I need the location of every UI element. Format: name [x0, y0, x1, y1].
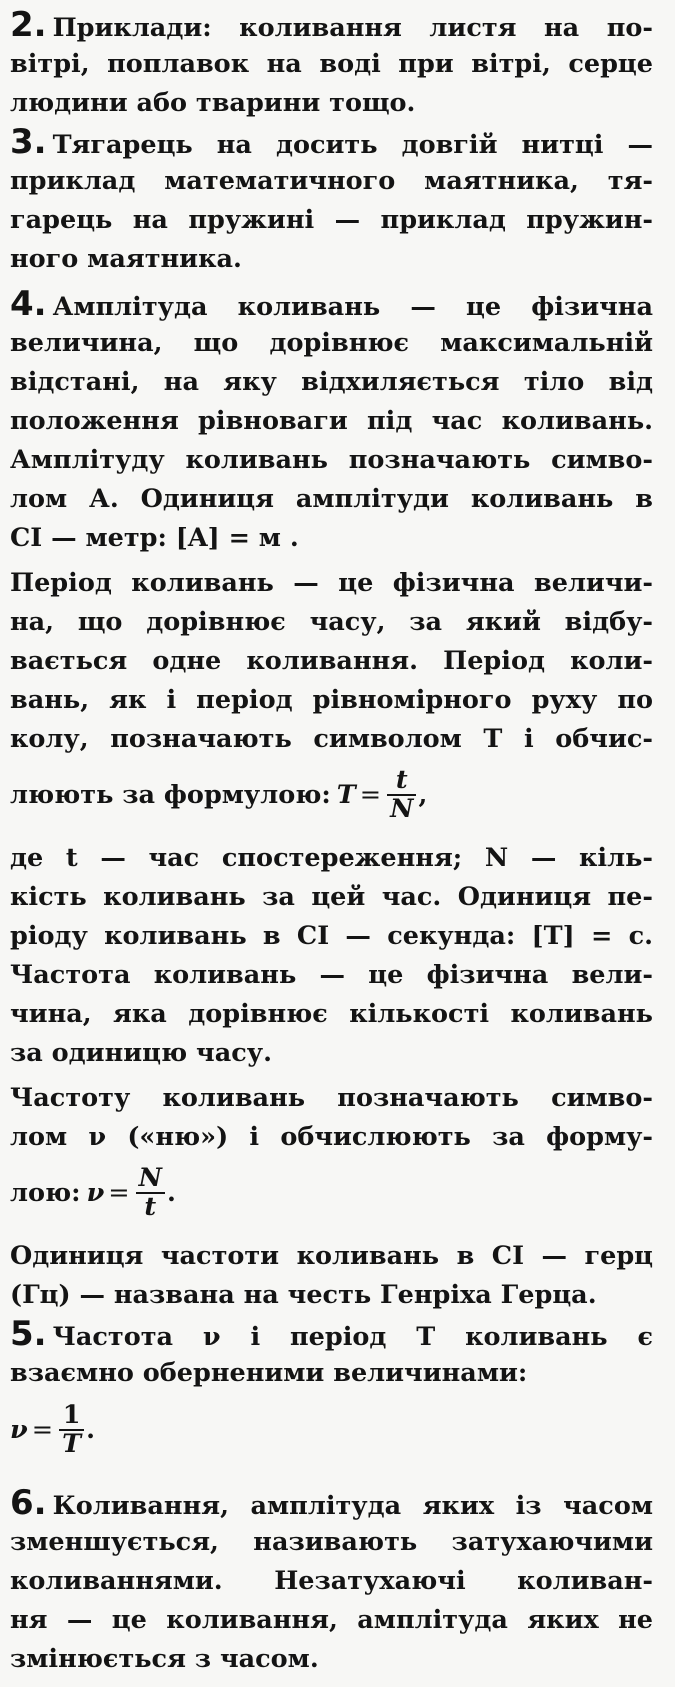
formula-frequency [10, 1158, 176, 1228]
s5-line-2: взаємно оберненими величинами: [10, 1358, 528, 1388]
formula-period-fraction [387, 767, 416, 823]
formula-frequency-label: лою: [10, 1178, 81, 1208]
s4c-line-1: Одиниця частоти коливань в СІ — герц [10, 1241, 653, 1271]
s6-text-1: Коливання, амплітуда яких із часом [52, 1491, 653, 1521]
formula-period-lhs: T [336, 780, 356, 810]
formula-reciprocal-tail: . [86, 1415, 95, 1445]
s4-line-10: вається одне коливання. Період коли- [10, 646, 653, 676]
s4b-line-6: за одиницю часу. [10, 1038, 272, 1068]
s6-line-5: змінюється з часом. [10, 1644, 319, 1674]
s4-line-6: лом А. Одиниця амплітуди коливань в [10, 484, 653, 514]
s4-line-2: величина, що дорівнює максимальній [10, 328, 653, 358]
formula-period-numerator: t [395, 765, 408, 796]
s3-line-3: гарець на пружині — приклад пружин- [10, 205, 653, 235]
s6-line-2: зменшується, називають затухаючими [10, 1527, 653, 1557]
s4b-line-1: де t — час спостереження; N — кіль- [10, 843, 653, 873]
s4b-line-8: лом ν («ню») і обчислюють за форму- [10, 1122, 653, 1152]
formula-period-eq: = [359, 780, 382, 810]
formula-frequency-denominator: t [136, 1192, 165, 1221]
s4-line-4: положення рівноваги під час коливань. [10, 406, 653, 436]
formula-period-tail: , [418, 780, 428, 810]
formula-period-label: люють за формулою: [10, 780, 331, 810]
s4-line-5: Амплітуду коливань позначають симво- [10, 445, 653, 475]
s4-number: 4. [10, 284, 47, 324]
s6-line-1 [10, 1483, 653, 1523]
formula-reciprocal-fraction [59, 1402, 84, 1458]
s2-line-3: людини або тварини тощо. [10, 88, 416, 118]
formula-reciprocal-lhs: ν [10, 1415, 28, 1445]
s5-text-1: Частота ν і період T коливань є [52, 1322, 653, 1352]
s4-line-12: колу, позначають символом T і обчис- [10, 724, 653, 754]
s4c-line-2: (Гц) — названа на честь Генріха Герца. [10, 1280, 597, 1310]
s4-line-11: вань, як і період рівномірного руху по [10, 685, 653, 715]
s2-line-2: вітрі, поплавок на воді при вітрі, серце [10, 49, 653, 79]
s5-line-1 [10, 1314, 653, 1354]
s3-number: 3. [10, 122, 47, 162]
formula-frequency-lhs: ν [86, 1178, 105, 1208]
formula-frequency-fraction [136, 1165, 165, 1221]
s6-line-3: коливаннями. Незатухаючі коливан- [10, 1566, 653, 1596]
s4b-line-7: Частоту коливань позначають симво- [10, 1083, 653, 1113]
s2-number: 2. [10, 5, 47, 45]
s4b-line-3: ріоду коливань в СІ — секунда: [T] = с. [10, 921, 653, 951]
formula-reciprocal-eq: = [31, 1415, 54, 1445]
s3-text-1: Тягарець на досить довгій нитці — [52, 130, 653, 160]
s4-line-1 [10, 284, 653, 324]
s2-text-1: Приклади: коливання листя на по- [52, 13, 653, 43]
s5-number: 5. [10, 1314, 47, 1354]
s6-number: 6. [10, 1483, 47, 1523]
s3-line-4: ного маятника. [10, 244, 242, 274]
s3-line-1 [10, 122, 653, 162]
formula-reciprocal [10, 1395, 95, 1465]
s4b-line-4: Частота коливань — це фізична вели- [10, 960, 653, 990]
s2-line-1 [10, 5, 653, 45]
formula-reciprocal-numerator: 1 [62, 1400, 81, 1431]
s6-line-4: ня — це коливання, амплітуда яких не [10, 1605, 653, 1635]
formula-period [10, 760, 427, 830]
formula-period-denominator: N [387, 794, 416, 823]
s3-line-2: приклад математичного маятника, тя- [10, 166, 653, 196]
s4-line-8: Період коливань — це фізична величи- [10, 568, 653, 598]
s4b-line-5: чина, яка дорівнює кількості коливань [10, 999, 653, 1029]
formula-frequency-tail: . [166, 1178, 176, 1208]
s4-line-3: відстані, на яку відхиляється тіло від [10, 367, 653, 397]
s4-line-7: СІ — метр: [A] = м . [10, 523, 299, 553]
s4-text-1: Амплітуда коливань — це фізична [52, 292, 653, 322]
formula-frequency-eq: = [108, 1178, 130, 1208]
formula-reciprocal-denominator: T [59, 1429, 84, 1458]
formula-frequency-numerator: N [138, 1163, 162, 1194]
s4b-line-2: кість коливань за цей час. Одиниця пе- [10, 882, 653, 912]
s4-line-9: на, що дорівнює часу, за який відбу- [10, 607, 653, 637]
